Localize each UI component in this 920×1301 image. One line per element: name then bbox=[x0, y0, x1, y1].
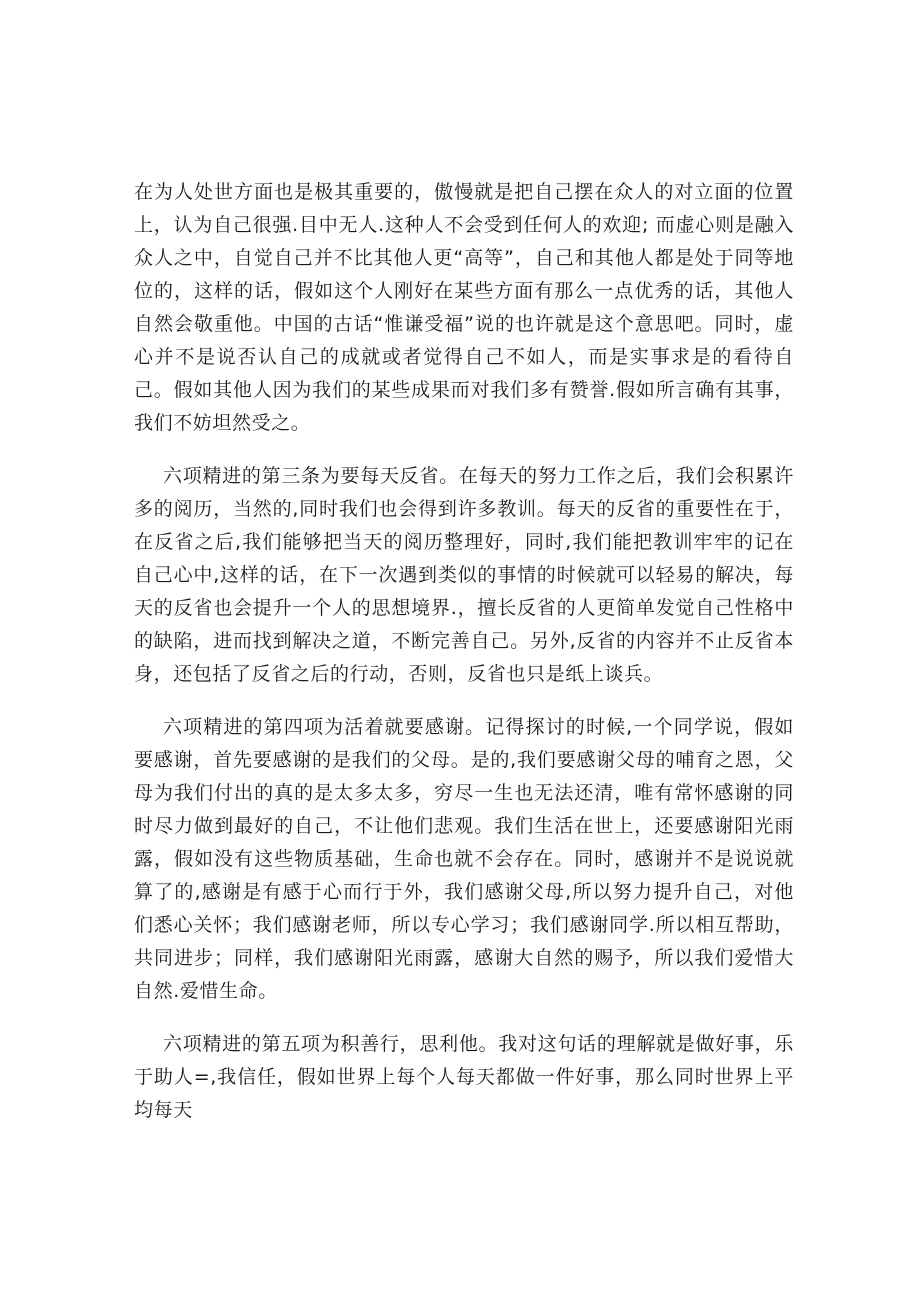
document-body bbox=[134, 176, 794, 1127]
paragraph-daily-reflection: 六项精进的第三条为要每天反省。在每天的努力工作之后，我们会积累许多的阅历，当然的,同时我们也会得到许多教训。每天的反省的重要性在于，在反省之后,我们能够把当天的阅历整理好，同时,我们能把教训牢牢的记在自己心中,这样的话，在下一次遇到类似的事情的时候就可以轻易的解决，每天的反省也会提升一个人的思想境界.，擅长反省的人更简单发觉自己性格中的缺陷，进而找到解决之道，不断完善自己。另外,反省的内容并不止反省本身，还包括了反省之后的行动，否则，反省也只是纸上谈兵。 bbox=[134, 465, 794, 685]
paragraph-good-deeds: 六项精进的第五项为积善行，思利他。我对这句话的理解就是做好事，乐于助人=,我信任，假如世界上每个人每天都做一件好事，那么同时世界上平均每天 bbox=[134, 1033, 794, 1121]
paragraph-humility: 在为人处世方面也是极其重要的，傲慢就是把自己摆在众人的对立面的位置上，认为自己很强.目中无人.这种人不会受到任何人的欢迎; 而虚心则是融入众人之中，自觉自己并不比其他人更“高等”，自己和其他人都是处于同等地位的，这样的话，假如这个人刚好在某些方面有那么一点优秀的话，其他人自然会敬重他。中国的古话“惟谦受福”说的也许就是这个意思吧。同时，虚心并不是说否认自己的成就或者觉得自己不如人，而是实事求是的看待自己。假如其他人因为我们的某些成果而对我们多有赞誉.假如所言确有其事，我们不妨坦然受之。 bbox=[134, 181, 794, 434]
paragraph-gratitude: 六项精进的第四项为活着就要感谢。记得探讨的时候,一个同学说，假如要感谢，首先要感谢的是我们的父母。是的,我们要感谢父母的哺育之恩，父母为我们付出的真的是太多太多，穷尽一生也无法还清，唯有常怀感谢的同时尽力做到最好的自己，不让他们悲观。我们生活在世上，还要感谢阳光雨露，假如没有这些物质基础，生命也就不会存在。同时，感谢并不是说说就算了的,感谢是有感于心而行于外，我们感谢父母,所以努力提升自己，对他们悉心关怀；我们感谢老师，所以专心学习；我们感谢同学.所以相互帮助，共同进步；同样，我们感谢阳光雨露，感谢大自然的赐予，所以我们爱惜大自然.爱惜生命。 bbox=[134, 716, 794, 1002]
